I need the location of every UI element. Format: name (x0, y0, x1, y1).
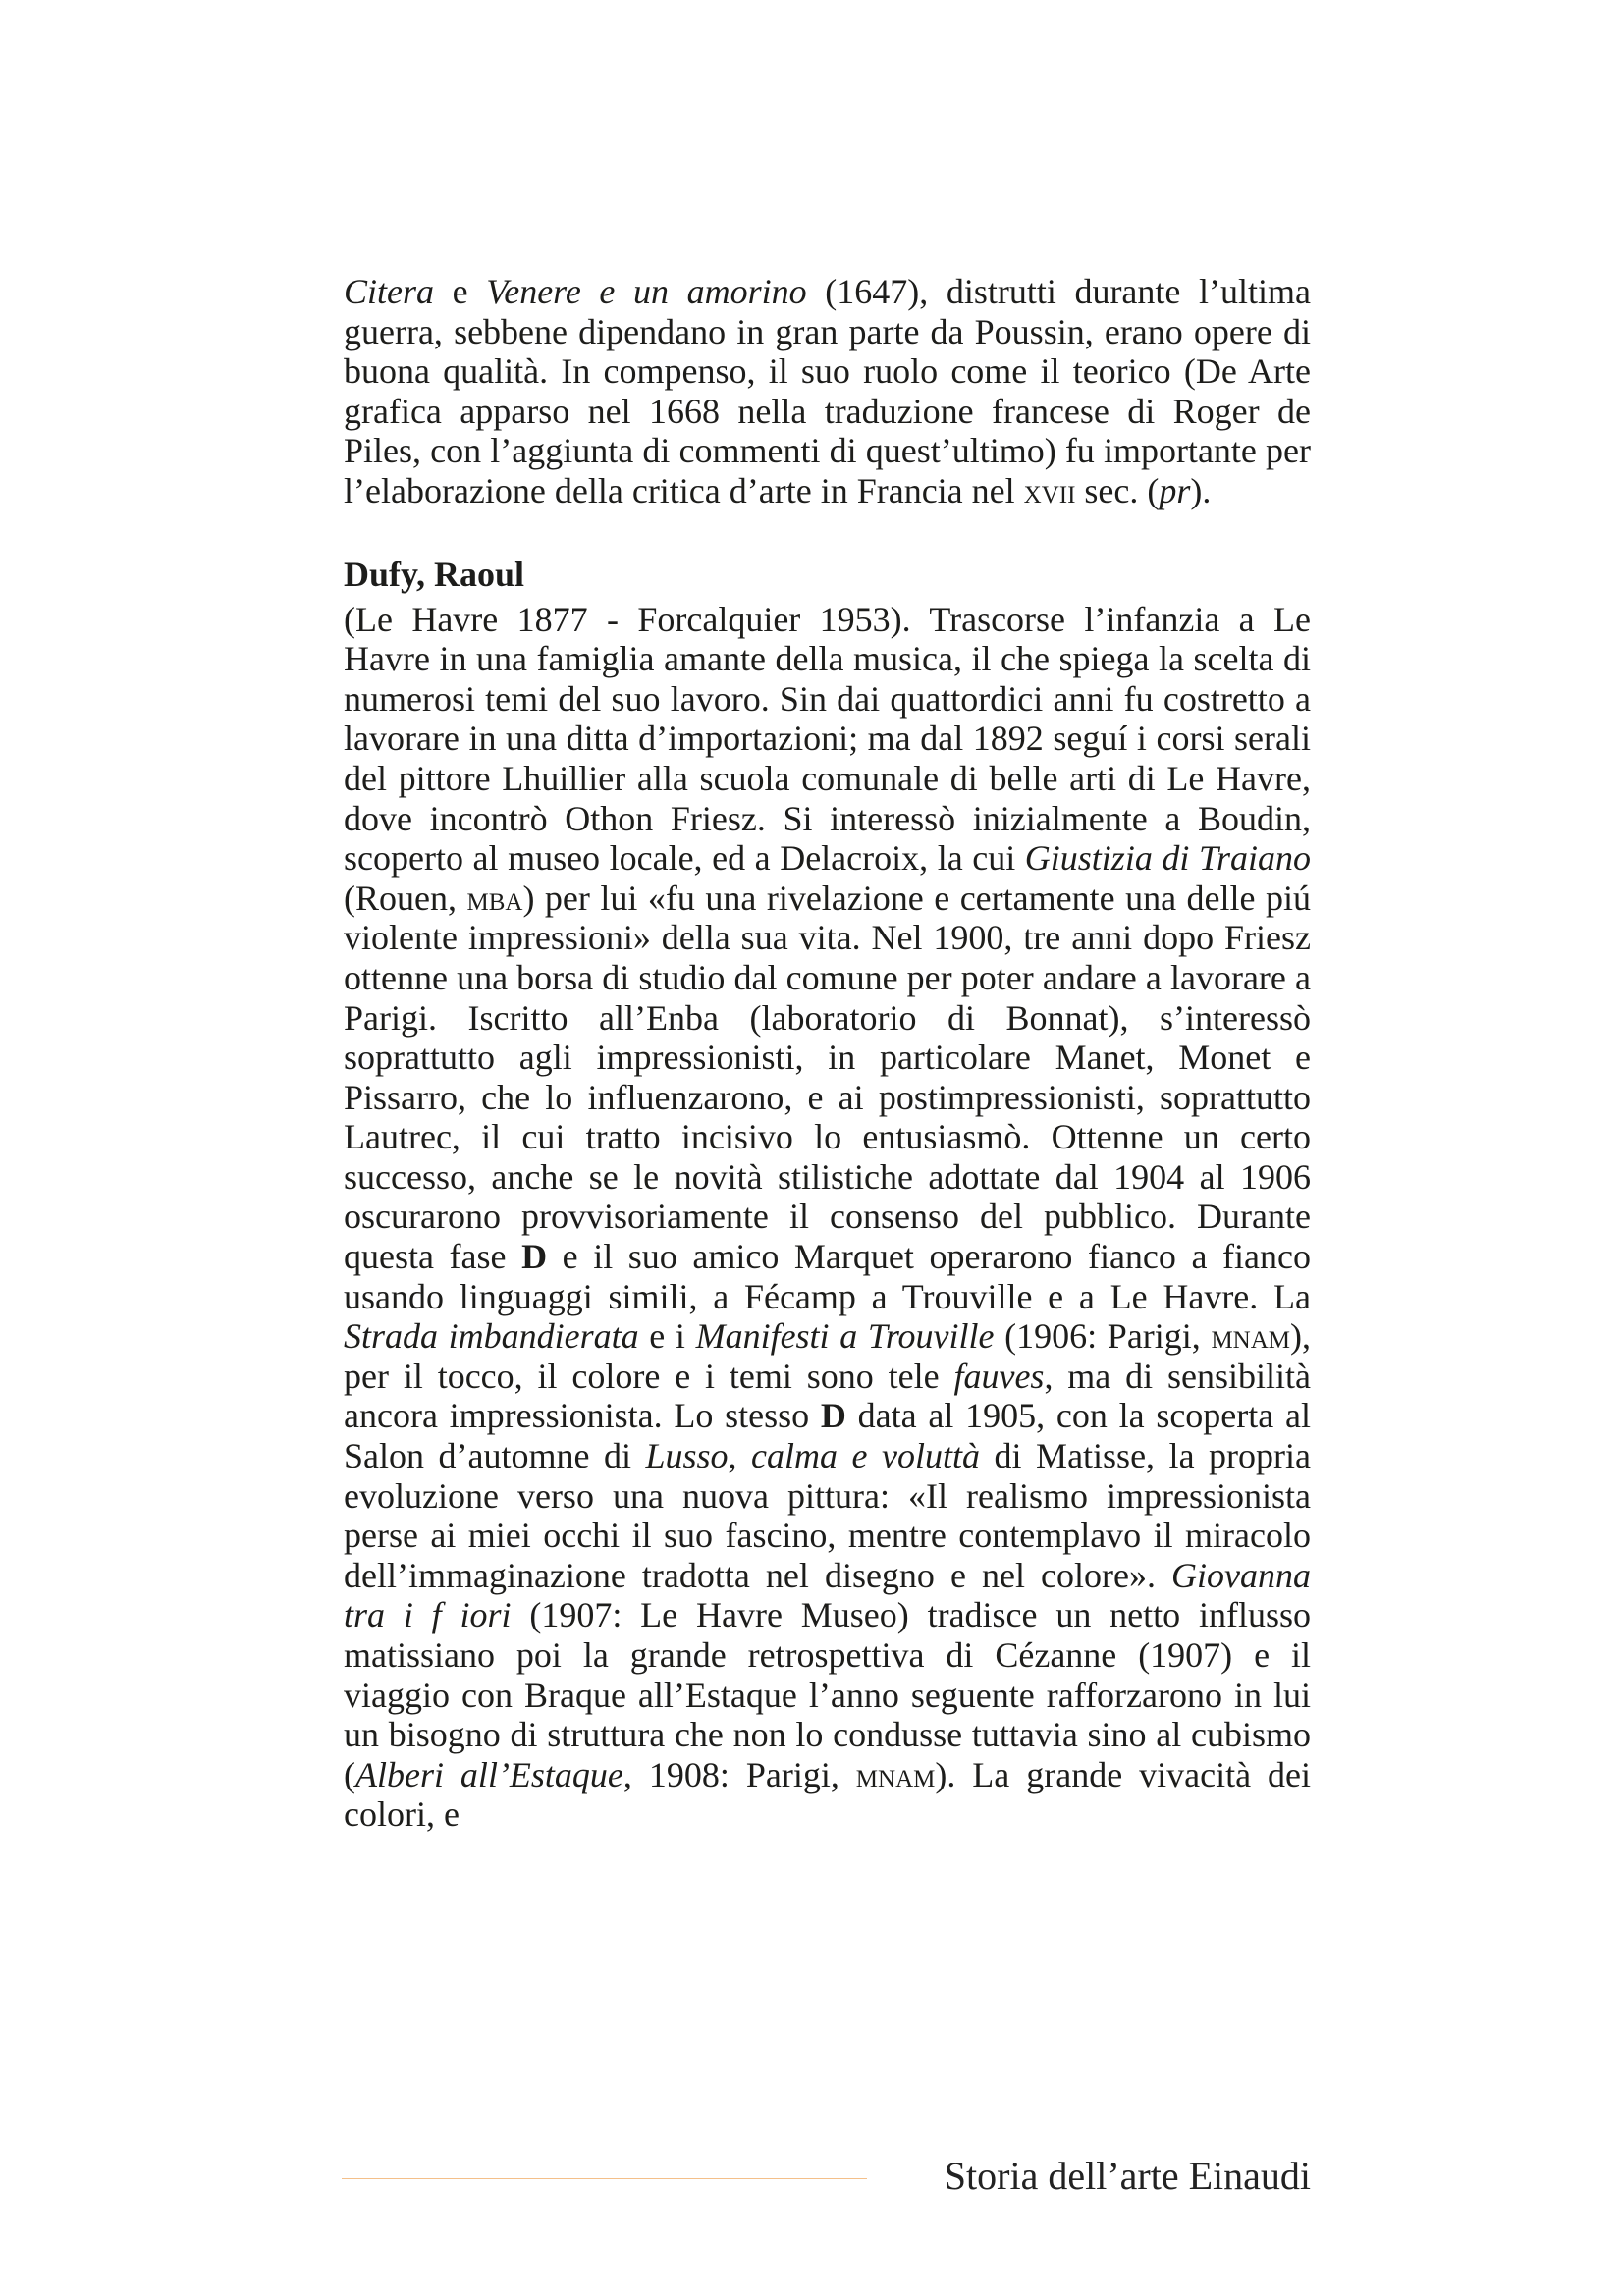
century-numeral: xvii (1023, 470, 1076, 510)
artwork-title: Lusso, calma e voluttà (645, 1436, 981, 1476)
museum-abbreviation: mba (466, 878, 523, 918)
text-run: sec. ( (1075, 470, 1160, 510)
text-run: e (434, 272, 487, 311)
text-run: e i (638, 1316, 696, 1357)
text-run: ) per lui «fu una rivelazione e certamente una delle piú violente impressioni» della sua vita. Nel 1900, tre anni dopo Friesz ottenne una borsa di studio dal comune per poter andare a lavorare a Parigi. Iscritto all’Enba (laboratorio di Bonnat), s’interessò soprattutto agli impressionisti, in particolare Manet, Monet e Pissarro, che lo influenzarono, e ai postimpressionisti, soprattutto Lautrec, il cui tratto incisivo lo entusiasmò. Ottenne un certo successo, anche se le novità stilistiche adottate dal 1904 al 1906 oscurarono provvisoriamente il consenso del pubblico. Durante questa fase (344, 878, 1312, 1277)
footer-rule (342, 2178, 867, 2179)
artwork-title: Alberi all’Estaque (355, 1754, 623, 1794)
artwork-title: Giustizia di Traiano (1024, 838, 1311, 879)
style-term: fauves (953, 1356, 1045, 1396)
text-run: , ma di sensibilità ancora impressionista. Lo stesso (344, 1356, 1311, 1436)
text-run: di Matisse, la propria evoluzione verso una nuova pittura: «Il realismo impressionista perse ai miei occhi il suo fascino, mentre contemplavo il miracolo dell’immaginazione tradotta nel disegno e nel colore». (344, 1436, 1312, 1595)
text-run: (Rouen, (344, 878, 467, 918)
entry-heading: Dufy, Raoul (344, 554, 525, 594)
museum-abbreviation: mnam (1211, 1316, 1291, 1357)
artwork-title: Citera (344, 272, 435, 311)
artwork-title: Giovanna tra i f iori (344, 1555, 1311, 1635)
text-run: (Le Havre 1877 - Forcalquier 1953). Trascorse l’infanzia a Le Havre in una famiglia amante della musica, il che spiega la scelta di numerosi temi del suo lavoro. Sin dai quattordici anni fu costretto a lavorare in una ditta d’importazioni; ma dal 1892 seguí i corsi serali del pittore Lhuillier alla scuola comunale di belle arti di Le Havre, dove incontrò Othon Friesz. Si interessò inizialmente a Boudin, scoperto al museo locale, ed a Delacroix, la cui (344, 599, 1311, 879)
text-run: data al 1905, con la scoperta al Salon d’automne di (344, 1396, 1311, 1476)
artwork-title: Venere e un amorino (486, 272, 807, 311)
entry-paragraph (344, 600, 1311, 1835)
artwork-title: Strada imbandierata (344, 1316, 639, 1357)
text-run: , 1908: Parigi, (622, 1754, 856, 1794)
footer-publication-title: Storia dell’arte Einaudi (944, 2154, 1311, 2198)
artwork-title: Manifesti a Trouville (695, 1316, 995, 1357)
text-run: e il suo amico Marquet operarono fianco a fianco usando linguaggi simili, a Fécamp a Trouville e a Le Havre. La (344, 1237, 1311, 1316)
continuation-paragraph (344, 272, 1311, 511)
text-run: ). La grande vivacità dei colori, e (344, 1754, 1311, 1835)
page-body (344, 272, 1311, 1835)
author-signature: pr (1159, 470, 1191, 510)
text-run: ), per il tocco, il colore e i temi sono tele (344, 1316, 1312, 1396)
text-run: (1906: Parigi, (994, 1316, 1212, 1357)
entry-initial: D (820, 1396, 846, 1436)
text-run: (1907: Le Havre Museo) tradisce un netto influsso matissiano poi la grande retrospettiva di Cézanne (1907) e il viaggio con Braque all’Estaque l’anno seguente rafforzarono in lui un bisogno di struttura che non lo condusse tuttavia sino al cubismo ( (344, 1595, 1311, 1794)
entry-initial: D (521, 1237, 548, 1277)
text-run: ). (1190, 470, 1212, 510)
text-run: (1647), distrutti durante l’ultima guerra, sebbene dipendano in gran parte da Poussin, erano opere di buona qualità. In compenso, il suo ruolo come il teorico (De Arte grafica apparso nel 1668 nella traduzione francese di Roger de Piles, con l’aggiunta di commenti di quest’ultimo) fu importante per l’elaborazione della critica d’arte in Francia nel (344, 272, 1311, 510)
museum-abbreviation: mnam (855, 1754, 936, 1794)
